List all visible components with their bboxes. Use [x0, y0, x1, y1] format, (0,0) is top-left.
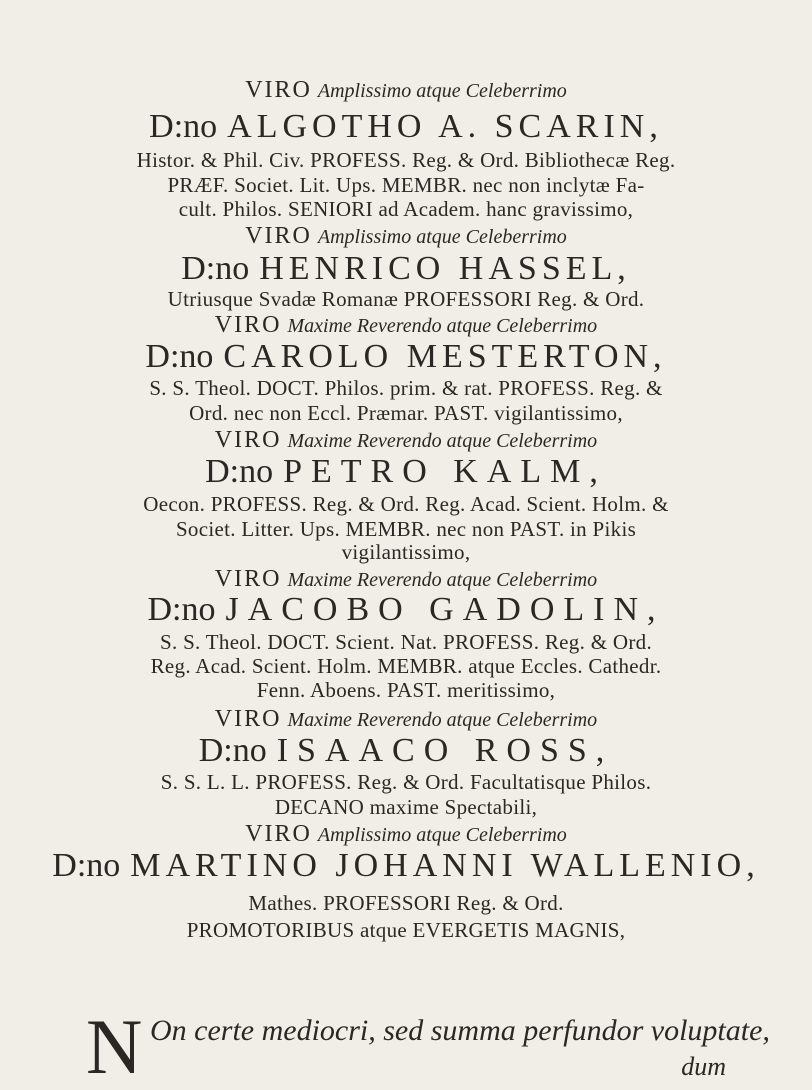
- epithet: Maxime Reverendo atque Celeberrimo: [287, 430, 598, 452]
- epithet: Amplissimo atque Celeberrimo: [317, 226, 567, 248]
- epithet: Maxime Reverendo atque Celeberrimo: [287, 569, 598, 591]
- dedicatee-name-text: ISAACO ROSS,: [276, 732, 614, 769]
- title-line: vigilantissimo,: [341, 540, 471, 564]
- title-line: Ord. nec non Eccl. Præmar. PAST. vigilantissimo,: [189, 401, 623, 425]
- title-line: S. S. Theol. DOCT. Scient. Nat. PROFESS. Reg. & Ord.: [159, 630, 653, 654]
- dedicatee-name-text: CAROLO MESTERTON,: [223, 338, 667, 375]
- title-line: Mathes. PROFESSORI Reg. & Ord.: [248, 891, 564, 915]
- dno-title: D:no: [205, 453, 274, 490]
- dedicatee-name: [0, 734, 812, 768]
- title-line: cult. Philos. SENIORI ad Academ. hanc gravissimo,: [178, 197, 634, 221]
- dedicatee-name: [0, 110, 812, 144]
- catchword: dum: [681, 1052, 726, 1081]
- dedication-line: [0, 78, 812, 102]
- epithet: Amplissimo atque Celeberrimo: [317, 824, 567, 846]
- dno-title: D:no: [52, 847, 121, 884]
- opening-line: On certe mediocri, sed summa perfundor voluptate,: [150, 1014, 770, 1047]
- viro-word: VIRO: [214, 427, 282, 453]
- dno-title: D:no: [145, 338, 214, 375]
- dedicatee-name-text: MARTINO JOHANNI WALLENIO,: [130, 847, 760, 884]
- title-line: PRÆF. Societ. Lit. Ups. MEMBR. nec non inclytæ Fa-: [167, 173, 645, 197]
- dedication-line: [0, 567, 812, 591]
- epithet: Maxime Reverendo atque Celeberrimo: [287, 709, 598, 731]
- title-line: Utriusque Svadæ Romanæ PROFESSORI Reg. & Ord.: [167, 287, 645, 311]
- closing-line: PROMOTORIBUS atque EVERGETIS MAGNIS,: [186, 918, 626, 942]
- viro-word: VIRO: [245, 821, 312, 847]
- title-line: Societ. Litter. Ups. MEMBR. nec non PAST. in Pikis: [175, 517, 637, 541]
- title-line: DECANO maxime Spectabili,: [274, 795, 538, 819]
- epithet: Amplissimo atque Celeberrimo: [317, 80, 567, 102]
- dedicatee-name: [0, 455, 812, 489]
- dedicatee-name-text: ALGOTHO A. SCARIN,: [227, 108, 663, 145]
- dedication-line: [0, 313, 812, 337]
- initial-letter: N: [86, 1003, 143, 1090]
- title-line: Oecon. PROFESS. Reg. & Ord. Reg. Acad. Scient. Holm. &: [143, 492, 669, 516]
- dedicatee-name-text: JACOBO GADOLIN,: [225, 591, 665, 628]
- dno-title: D:no: [181, 250, 250, 287]
- dedicatee-name: [0, 252, 812, 286]
- dedicatee-name: [0, 340, 812, 374]
- title-line: S. S. Theol. DOCT. Philos. prim. & rat. PROFESS. Reg. &: [149, 376, 663, 400]
- viro-word: VIRO: [245, 77, 312, 103]
- title-line: Fenn. Aboens. PAST. meritissimo,: [256, 678, 556, 702]
- title-line: Reg. Acad. Scient. Holm. MEMBR. atque Eccles. Cathedr.: [150, 654, 662, 678]
- dno-title: D:no: [198, 732, 267, 769]
- viro-word: VIRO: [245, 223, 312, 249]
- dedicatee-name: [0, 593, 812, 627]
- dno-title: D:no: [147, 591, 216, 628]
- viro-word: VIRO: [214, 312, 282, 338]
- viro-word: VIRO: [214, 706, 282, 732]
- dedication-line: [0, 707, 812, 731]
- dedication-line: [0, 224, 812, 248]
- epithet: Maxime Reverendo atque Celeberrimo: [287, 315, 598, 337]
- dedicatee-name: [0, 849, 812, 883]
- dedicatee-name-text: HENRICO HASSEL,: [259, 250, 631, 287]
- dno-title: D:no: [149, 108, 218, 145]
- dedicatee-name-text: PETRO KALM,: [283, 453, 607, 490]
- viro-word: VIRO: [214, 566, 282, 592]
- dedication-line: [0, 428, 812, 452]
- dedication-line: [0, 822, 812, 846]
- title-line: S. S. L. L. PROFESS. Reg. & Ord. Facultatisque Philos.: [160, 770, 652, 794]
- opening-paragraph: [86, 1003, 770, 1090]
- title-line: Histor. & Phil. Civ. PROFESS. Reg. & Ord. Bibliothecæ Reg.: [136, 148, 676, 172]
